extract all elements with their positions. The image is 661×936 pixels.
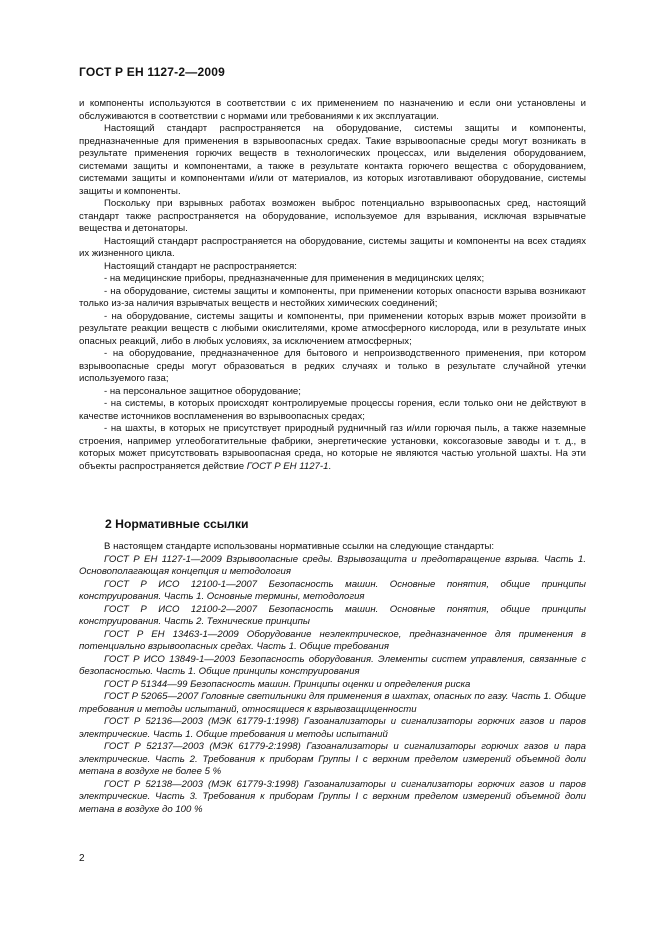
- reference-item: ГОСТ Р ИСО 12100-1—2007 Безопасность машин. Основные понятия, общие принципы конструирования. Часть 1. Основные термины, методология: [79, 578, 586, 602]
- list-item: - на медицинские приборы, предназначенные для применения в медицинских целях;: [104, 273, 485, 284]
- list-item-end: .: [328, 460, 332, 472]
- list-item-text: - на шахты, в которых не присутствует природный рудничный газ и/или горючая пыль, а также наземные строения, например углеобогатительные фабрики, энергетические установки, коксогазовые заводы и т. д., в которых может присутствовать взрывоопасная среда, но которые не являются частью угольной шахты. На эти объекты распространяется действие: [79, 423, 586, 472]
- reference-link-text: ГОСТ Р ЕН 1127-1: [246, 460, 329, 472]
- scope-text: [79, 98, 586, 473]
- reference-item: ГОСТ Р ИСО 13849-1—2003 Безопасность оборудования. Элементы систем управления, связанные с безопасностью. Часть 1. Общие принципы конструирования: [79, 653, 586, 677]
- paragraph: и компоненты используются в соответствии с их применением по назначению и если они установлены и обслуживаются в соответствии с нормами или требованиями к их эксплуатации.: [79, 98, 586, 122]
- paragraph: Поскольку при взрывных работах возможен выброс потенциально взрывоопасных сред, настоящий стандарт также распространяется на оборудование, используемое для взрывания, исключая взрывчатые вещества и детонаторы.: [79, 198, 586, 234]
- references-intro: В настоящем стандарте использованы нормативные ссылки на следующие стандарты:: [104, 541, 495, 552]
- reference-item: ГОСТ Р 52065—2007 Головные светильники для применения в шахтах, опасных по газу. Часть 1. Общие требования и методы испытаний, относящиеся к взрывозащищенности: [79, 691, 586, 715]
- paragraph: Настоящий стандарт распространяется на оборудование, системы защиты и компоненты на всех стадиях их жизненного цикла.: [79, 235, 586, 259]
- reference-item: ГОСТ Р 52137—2003 (МЭК 61779-2:1998) Газоанализаторы и сигнализаторы горючих газов и пара электрические. Часть 2. Требования к приборам Группы I с верхним пределом измерений объемной доли метана в воздухе не более 5 %: [79, 741, 586, 777]
- reference-item: ГОСТ Р ЕН 1127-1—2009 Взрывоопасные среды. Взрывозащита и предотвращение взрыва. Часть 1. Основополагающая концепция и методология: [79, 553, 586, 577]
- reference-item: ГОСТ Р ЕН 13463-1—2009 Оборудование неэлектрическое, предназначенное для применения в потенциально взрывоопасных средах. Часть 1. Общие требования: [79, 628, 586, 652]
- list-item: - на персональное защитное оборудование;: [104, 385, 301, 397]
- list-item: - на оборудование, системы защиты и компоненты, при применении которых опасности взрыва возникают только из-за наличия взрывчатых веществ и нестойких химических соединений;: [79, 285, 586, 309]
- reference-item: ГОСТ Р 52138—2003 (МЭК 61779-3:1998) Газоанализаторы и сигнализаторы горючих газов и паров электрические. Часть 3. Требования к приборам Группы I с верхним пределом измерений объемной доли метана в воздухе до 100 %: [79, 778, 586, 815]
- reference-item: ГОСТ Р ИСО 12100-2—2007 Безопасность машин. Основные понятия, общие принципы конструирования. Часть 2. Технические принципы: [79, 603, 586, 627]
- document-header: ГОСТ Р ЕН 1127-2—2009: [79, 65, 225, 79]
- list-item: - на оборудование, системы защиты и компоненты, при применении которых взрыв может произойти в результате реакции веществ с любыми окислителями, кроме атмосферного кислорода, или в результате иных опасных реакций, либо в любых условиях, за исключением атмосферных;: [79, 310, 586, 347]
- reference-item: ГОСТ Р 51344—99 Безопасность машин. Принципы оценки и определения риска: [104, 678, 471, 690]
- normative-references: [79, 541, 586, 816]
- paragraph: Настоящий стандарт распространяется на оборудование, системы защиты и компоненты, предназначенные для применения в взрывоопасных средах. Такие взрывоопасные среды могут возникать в результате применения горючих веществ в технологических процессах, или выделения оборудованием, системами защиты и компонентами, а также в результате контакта горючего вещества с оборудованием, системами защиты и компонентами и/или от материалов, из которых изготавливают оборудование, системы защиты и компоненты.: [79, 123, 586, 197]
- reference-item: ГОСТ Р 52136—2003 (МЭК 61779-1:1998) Газоанализаторы и сигнализаторы горючих газов и паров электрические. Часть 1. Общие требования и методы испытаний: [79, 716, 586, 740]
- section-heading: 2 Нормативные ссылки: [105, 517, 249, 531]
- list-item: - на системы, в которых происходят контролируемые процессы горения, если только они не действуют в качестве источников воспламенения во взрывоопасных средах;: [79, 398, 586, 422]
- list-item: [79, 423, 586, 473]
- page-number: 2: [79, 853, 85, 864]
- paragraph: Настоящий стандарт не распространяется:: [104, 260, 297, 272]
- list-item: - на оборудование, предназначенное для бытового и непроизводственного применения, при котором взрывоопасные среды могут образоваться в редких случаях и только в результате случайной утечки используемого газа;: [79, 348, 586, 384]
